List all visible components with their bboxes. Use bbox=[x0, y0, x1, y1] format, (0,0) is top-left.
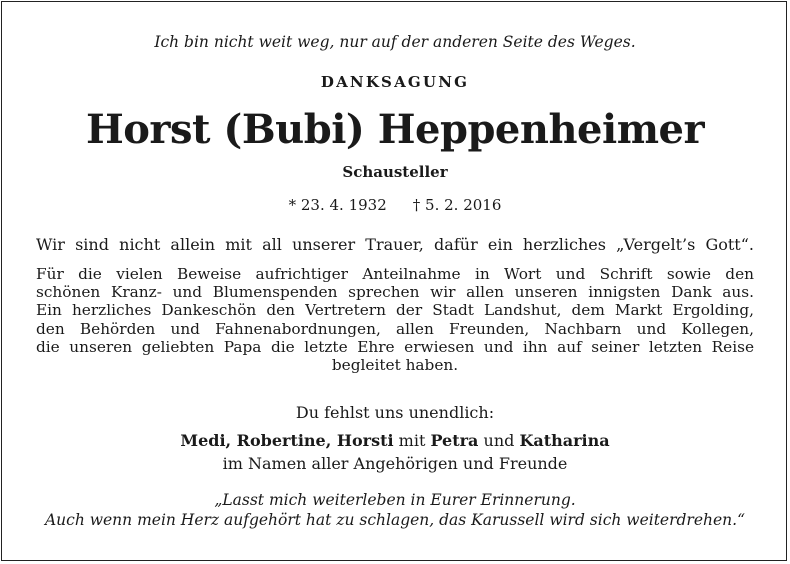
family-name: Katharina bbox=[519, 431, 610, 450]
family-name: Medi, Robertine, Horsti bbox=[180, 431, 394, 450]
profession: Schausteller bbox=[342, 163, 448, 181]
body-line: begleitet haben. bbox=[331, 356, 459, 375]
thanks-line: Wir sind nicht allein mit all unserer Trauer, dafür ein herzliches „Vergelt’s Gott“. bbox=[36, 235, 754, 254]
heading: DANKSAGUNG bbox=[320, 73, 470, 91]
miss-line: Du fehlst uns unendlich: bbox=[295, 403, 495, 422]
body-line: schönen Kranz- und Blumenspenden sprechen wir allen unseren innigsten Dank aus. bbox=[36, 283, 754, 302]
joiner: und bbox=[478, 431, 520, 450]
motto: Ich bin nicht weit weg, nur auf der anderen Seite des Weges. bbox=[154, 33, 636, 51]
life-dates bbox=[0, 196, 790, 214]
closing-quote-line: „Lasst mich weiterleben in Eurer Erinnerung. bbox=[214, 491, 576, 509]
closing-quote-line: Auch wenn mein Herz aufgehört hat zu schlagen, das Karussell wird sich weiterdrehen.“ bbox=[44, 511, 746, 529]
family-names bbox=[0, 431, 790, 450]
joiner: mit bbox=[393, 431, 431, 450]
body-line: die unseren geliebten Papa die letzte Ehre erwiesen und ihn auf seiner letzten Reise bbox=[36, 337, 754, 356]
deceased-name: Horst (Bubi) Heppenheimer bbox=[85, 106, 705, 153]
family-name: Petra bbox=[430, 431, 479, 450]
death-date: † 5. 2. 2016 bbox=[412, 196, 502, 214]
birth-date: * 23. 4. 1932 bbox=[288, 196, 387, 214]
body-line: den Behörden und Fahnenabordnungen, allen Freunden, Nachbarn und Kollegen, bbox=[36, 319, 754, 338]
body-paragraph bbox=[36, 265, 754, 374]
body-line: Ein herzliches Dankeschön den Vertretern der Stadt Landshut, dem Markt Ergolding, bbox=[36, 301, 754, 320]
body-line: Für die vielen Beweise aufrichtiger Anteilnahme in Wort und Schrift sowie den bbox=[36, 265, 754, 283]
on-behalf-line: im Namen aller Angehörigen und Freunde bbox=[222, 454, 568, 473]
